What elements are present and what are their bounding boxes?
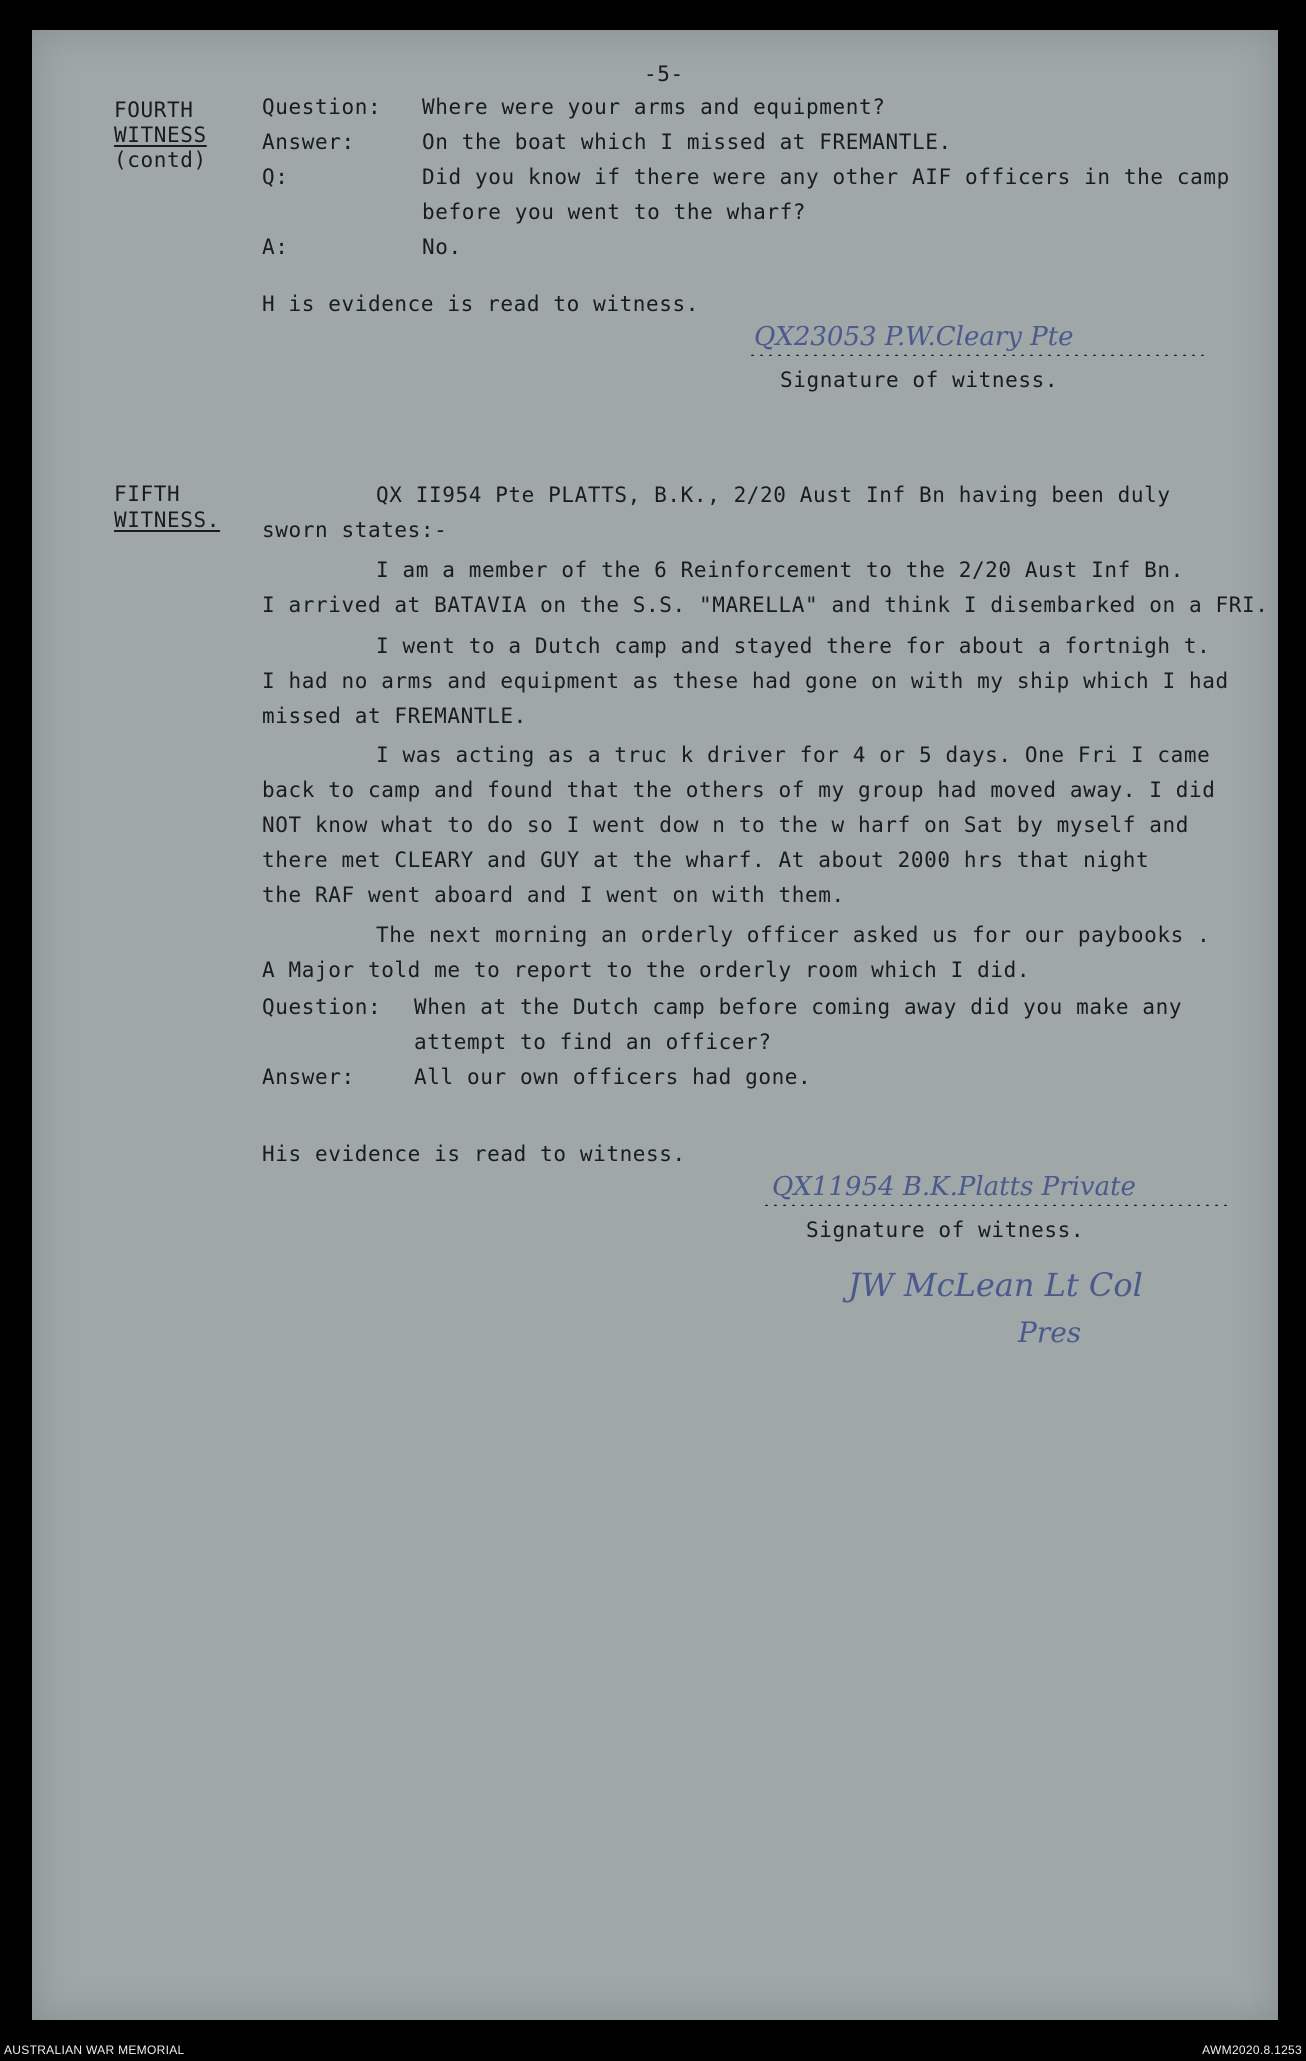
qa-label: A: (262, 235, 289, 259)
qa-label: Question: (262, 95, 382, 119)
fourth-witness-label: WITNESS (114, 123, 207, 147)
qa-text: On the boat which I missed at FREMANTLE. (422, 130, 952, 154)
statement-line: missed at FREMANTLE. (262, 704, 527, 728)
statement-line: I am a member of the 6 Reinforcement to the 2/20 Aust Inf Bn. (376, 558, 1184, 582)
statement-line: I arrived at BATAVIA on the S.S. "MARELLA" and think I disembarked on a FRI. (262, 593, 1269, 617)
statement-line: QX II954 Pte PLATTS, B.K., 2/20 Aust Inf Bn having been duly (376, 483, 1171, 507)
page-number: -5- (644, 62, 684, 86)
evidence-read-note: H is evidence is read to witness. (262, 292, 700, 316)
qa-text: Where were your arms and equipment? (422, 95, 886, 119)
president-signature: Pres (1018, 1316, 1082, 1349)
statement-line: I was acting as a truc k driver for 4 or 5 days. One Fri I came (376, 743, 1211, 767)
statement-line: NOT know what to do so I went dow n to the w harf on Sat by myself and (262, 813, 1190, 837)
footer-reference: AWM2020.8.1253 (1202, 2043, 1302, 2057)
answer-text: All our own officers had gone. (414, 1065, 812, 1089)
fifth-witness-label: FIFTH (114, 482, 181, 506)
document-page (32, 30, 1278, 2020)
answer-label: Answer: (262, 1065, 355, 1089)
question-text: attempt to find an officer? (414, 1030, 772, 1054)
statement-line: The next morning an orderly officer asked us for our paybooks . (376, 923, 1211, 947)
qa-text: before you went to the wharf? (422, 200, 807, 224)
statement-line: I went to a Dutch camp and stayed there for about a fortnigh t. (376, 634, 1211, 658)
statement-line: back to camp and found that the others of my group had moved away. I did (262, 778, 1216, 802)
footer-credit: AUSTRALIAN WAR MEMORIAL (4, 2043, 185, 2057)
signature-caption: Signature of witness. (806, 1218, 1085, 1242)
statement-line: the RAF went aboard and I went on with them. (262, 883, 845, 907)
statement-line: sworn states:- (262, 518, 448, 542)
fifth-witness-label: WITNESS. (114, 508, 220, 532)
statement-line: I had no arms and equipment as these had gone on with my ship which I had (262, 669, 1229, 693)
signature-caption: Signature of witness. (780, 368, 1059, 392)
witness-signature: QX11954 B.K.Platts Private (772, 1172, 1136, 1202)
qa-text: No. (422, 235, 462, 259)
fourth-witness-label: FOURTH (114, 98, 194, 122)
witness-signature: QX23053 P.W.Cleary Pte (754, 322, 1074, 352)
fourth-witness-label: (contd) (114, 148, 207, 172)
qa-label: Answer: (262, 130, 355, 154)
qa-label: Q: (262, 165, 289, 189)
signature-dotted-line (762, 1204, 1232, 1206)
evidence-read-note: His evidence is read to witness. (262, 1142, 686, 1166)
question-label: Question: (262, 995, 382, 1019)
statement-line: there met CLEARY and GUY at the wharf. At about 2000 hrs that night (262, 848, 1150, 872)
question-text: When at the Dutch camp before coming away did you make any (414, 995, 1183, 1019)
statement-line: A Major told me to report to the orderly room which I did. (262, 958, 1031, 982)
qa-text: Did you know if there were any other AIF officers in the camp (422, 165, 1230, 189)
signature-dotted-line (748, 354, 1208, 356)
president-signature: JW McLean Lt Col (848, 1266, 1143, 1304)
